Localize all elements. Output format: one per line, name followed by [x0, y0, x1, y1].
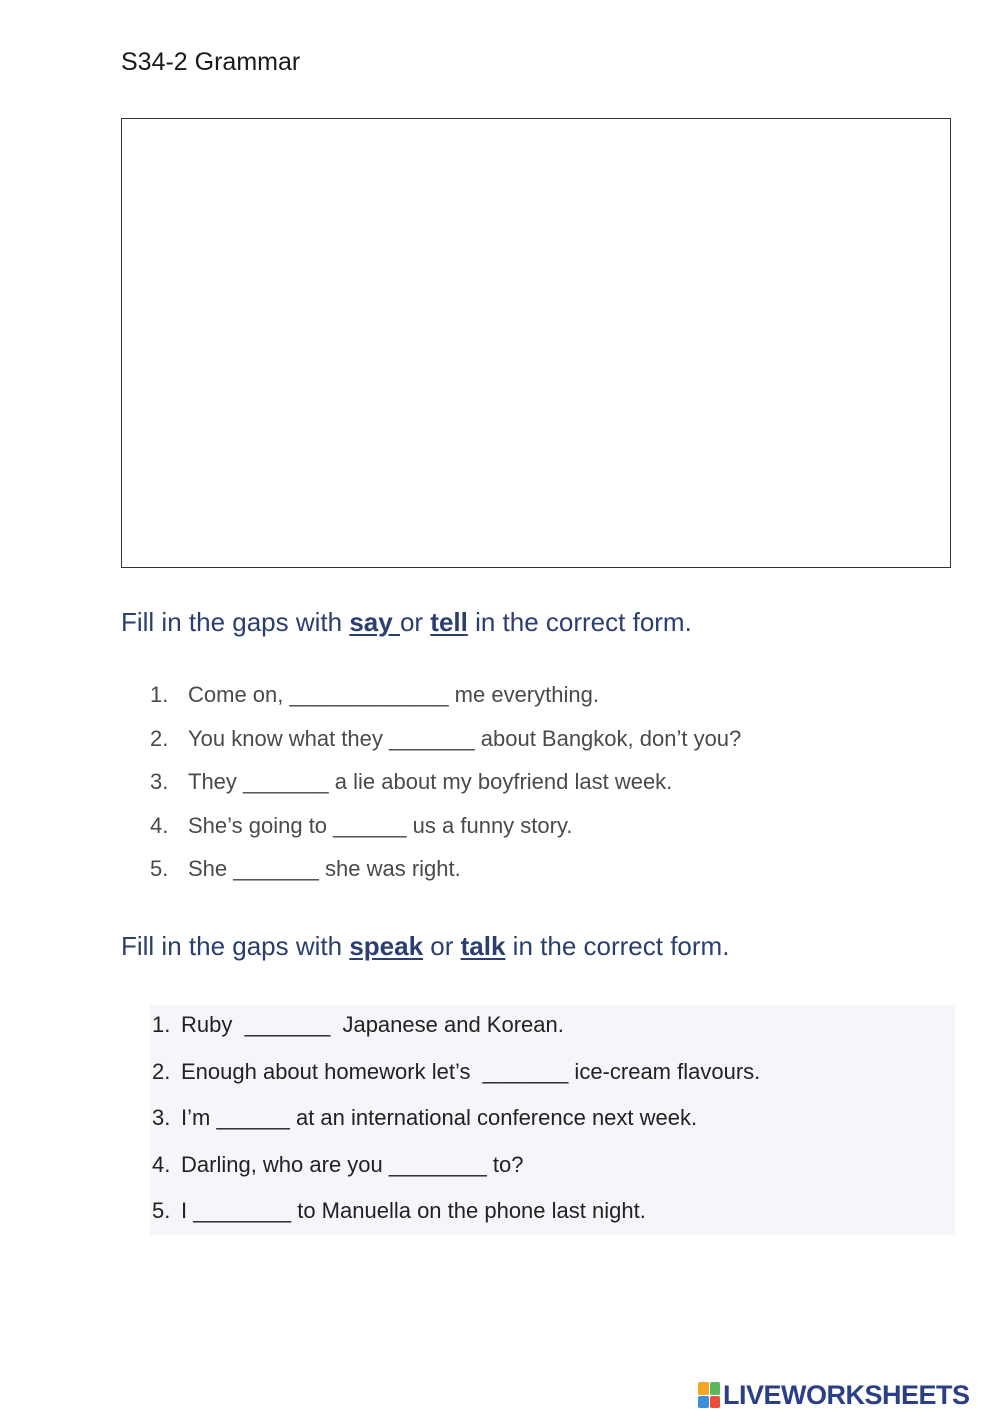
- heading-prefix: Fill in the gaps with: [121, 607, 350, 637]
- item-number: 1.: [150, 682, 169, 707]
- list-item: [150, 769, 741, 813]
- heading-middle: or: [399, 607, 431, 637]
- exercise-list-say-tell: [150, 682, 741, 900]
- item-text: I’m ______ at an international conference next week.: [181, 1105, 698, 1130]
- exercise-list-speak-talk: [152, 1012, 760, 1245]
- section-heading-say-tell: [121, 607, 692, 638]
- item-text: You know what they _______ about Bangkok, don’t you?: [188, 725, 742, 751]
- keyword-speak: speak: [349, 931, 424, 961]
- heading-suffix: in the correct form.: [505, 931, 730, 961]
- list-item: [150, 813, 741, 857]
- list-item: [150, 856, 741, 900]
- item-number: 3.: [152, 1105, 171, 1130]
- page-title: S34-2 Grammar: [121, 48, 301, 76]
- item-text: Darling, who are you ________ to?: [181, 1151, 524, 1177]
- liveworksheets-logo: [698, 1378, 970, 1412]
- keyword-say: say: [349, 607, 400, 637]
- heading-prefix: Fill in the gaps with: [121, 931, 350, 961]
- logo-square: [710, 1396, 721, 1409]
- item-number: 1.: [152, 1012, 171, 1037]
- item-number: 5.: [152, 1198, 171, 1223]
- item-text: Enough about homework let’s _______ ice-cream flavours.: [181, 1058, 761, 1084]
- keyword-tell: tell: [430, 607, 468, 637]
- logo-square: [710, 1382, 721, 1395]
- item-text: Come on, _____________ me everything.: [188, 682, 599, 707]
- keyword-talk: talk: [460, 931, 506, 961]
- image-placeholder-box: [121, 118, 951, 568]
- item-number: 5.: [150, 856, 169, 881]
- list-item: [150, 726, 741, 770]
- item-number: 4.: [152, 1151, 171, 1177]
- logo-mark-icon: [698, 1382, 720, 1408]
- list-item: [150, 682, 741, 726]
- list-item: [152, 1059, 760, 1106]
- list-item: [152, 1012, 760, 1059]
- logo-text: LIVEWORKSHEETS: [723, 1379, 970, 1410]
- heading-suffix: in the correct form.: [467, 607, 692, 637]
- item-text: She _______ she was right.: [188, 856, 461, 881]
- item-text: I ________ to Manuella on the phone last night.: [181, 1198, 646, 1223]
- list-item: [152, 1198, 760, 1245]
- item-number: 3.: [150, 769, 169, 794]
- heading-middle: or: [423, 931, 461, 961]
- item-text: They _______ a lie about my boyfriend last week.: [188, 769, 673, 794]
- item-number: 2.: [152, 1058, 171, 1084]
- item-number: 4.: [150, 812, 169, 838]
- list-item: [152, 1152, 760, 1199]
- logo-square: [698, 1396, 709, 1409]
- item-text: She’s going to ______ us a funny story.: [188, 812, 573, 838]
- list-item: [152, 1105, 760, 1152]
- section-heading-speak-talk: [121, 931, 729, 962]
- item-text: Ruby _______ Japanese and Korean.: [181, 1012, 564, 1037]
- logo-square: [698, 1382, 709, 1395]
- item-number: 2.: [150, 725, 169, 751]
